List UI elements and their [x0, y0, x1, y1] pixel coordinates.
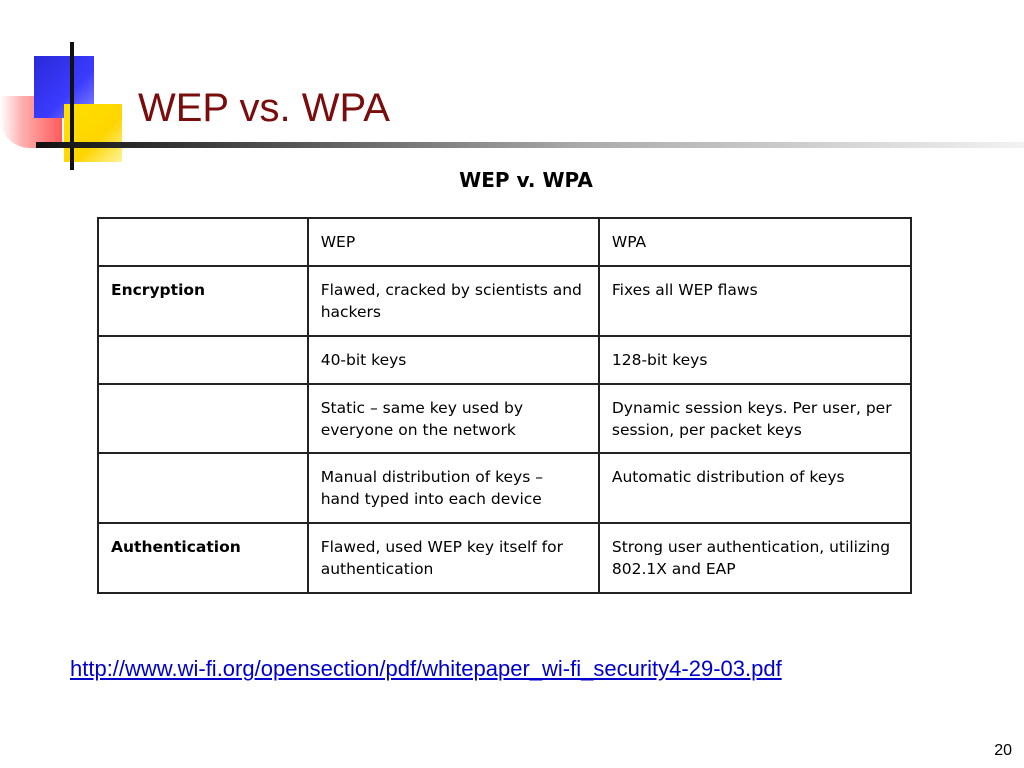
wpa-cell: Dynamic session keys. Per user, per session, per packet keys	[599, 384, 911, 453]
table-row	[98, 523, 911, 593]
table-row	[98, 384, 911, 453]
wep-cell: Flawed, used WEP key itself for authentication	[308, 523, 599, 593]
wep-cell: Flawed, cracked by scientists and hackers	[308, 266, 599, 336]
wep-cell: Manual distribution of keys – hand typed into each device	[308, 453, 599, 523]
table-header-cell	[98, 218, 308, 266]
table-row	[98, 266, 911, 336]
table-header-cell: WPA	[599, 218, 911, 266]
table-header-cell: WEP	[308, 218, 599, 266]
row-category-cell	[98, 453, 308, 523]
comparison-table	[97, 217, 912, 594]
source-link[interactable]: http://www.wi-fi.org/opensection/pdf/whitepaper_wi-fi_security4-29-03.pdf	[70, 656, 782, 681]
wpa-cell: Strong user authentication, utilizing 802.1X and EAP	[599, 523, 911, 593]
figure-caption: WEP v. WPA	[459, 168, 593, 192]
table-row	[98, 453, 911, 523]
row-category-cell: Encryption	[98, 266, 308, 336]
slide-logo-decoration	[0, 0, 140, 175]
page-number: 20	[994, 742, 1012, 759]
table-header-row	[98, 218, 911, 266]
wep-cell: 40-bit keys	[308, 336, 599, 384]
row-category-cell: Authentication	[98, 523, 308, 593]
wpa-cell: Automatic distribution of keys	[599, 453, 911, 523]
title-underline-divider	[36, 142, 1024, 148]
wep-cell: Static – same key used by everyone on the network	[308, 384, 599, 453]
row-category-cell	[98, 336, 308, 384]
slide-title: WEP vs. WPA	[138, 86, 390, 130]
row-category-cell	[98, 384, 308, 453]
wpa-cell: Fixes all WEP flaws	[599, 266, 911, 336]
logo-vertical-line	[70, 42, 74, 170]
wpa-cell: 128-bit keys	[599, 336, 911, 384]
table-row	[98, 336, 911, 384]
